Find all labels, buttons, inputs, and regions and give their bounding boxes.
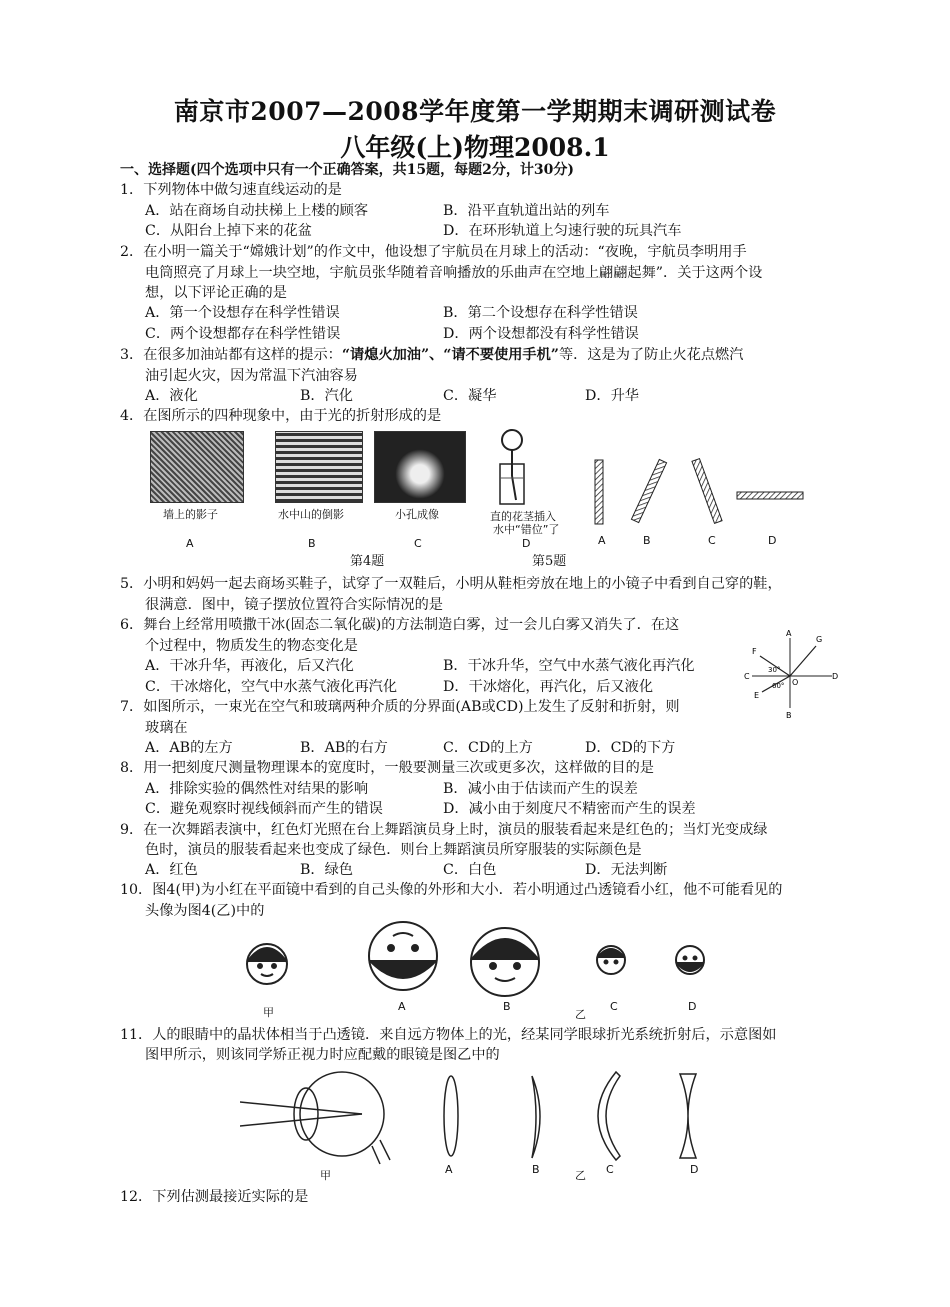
head-d (676, 946, 704, 974)
q2-line3: 想，以下评论正确的是 (145, 285, 287, 301)
head-b (471, 928, 539, 996)
q2-option-a: A．第一个设想存在科学性错误 (145, 305, 340, 321)
q4-stem: 4．在图所示的四种现象中，由于光的折射形成的是 (120, 408, 442, 424)
q9-option-d: D．无法判断 (585, 862, 668, 878)
q4-caption-c: 小孔成像 (395, 508, 439, 521)
q11-label-jia: 甲 (320, 1169, 331, 1182)
q9-option-a: A．红色 (145, 862, 198, 878)
q11-label-c: C (606, 1163, 614, 1176)
q4-caption-b: 水中山的倒影 (278, 508, 344, 521)
shadow-photo (150, 431, 244, 503)
q10-line1: 10．图4(甲)为小红在平面镜中看到的自己头像的外形和大小．若小明通过凸透镜看小红，他不可能看见的 (120, 882, 783, 898)
q11-label-b: B (532, 1163, 540, 1176)
q7-option-c: C．CD的上方 (443, 740, 533, 756)
q8-option-d: D．减小由于刻度尺不精密而产生的误差 (443, 801, 696, 817)
eye-lens-figure (240, 1066, 720, 1166)
q3-line1-a: 3．在很多加油站都有这样的提示： (120, 347, 342, 363)
lens-a (444, 1076, 458, 1156)
q11-line1: 11．人的眼睛中的晶状体相当于凸透镜．来自远方物体上的光，经某同学眼球折光系统折射后，示意图如 (120, 1027, 777, 1043)
q1-option-a: A．站在商场自动扶梯上上楼的顾客 (145, 203, 369, 219)
q3-line1 (120, 345, 743, 365)
q11-label-d: D (690, 1163, 699, 1176)
q1-option-b: B．沿平直轨道出站的列车 (443, 203, 610, 219)
q2-option-c: C．两个设想都存在科学性错误 (145, 326, 341, 342)
q8-stem: 8．用一把刻度尺测量物理课本的宽度时，一般要测量三次或更多次，这样做的目的是 (120, 760, 654, 776)
q9-option-c: C．白色 (443, 862, 497, 878)
q6-line1: 6．舞台上经常用喷撒干冰(固态二氧化碳)的方法制造白雾，过一会儿白雾又消失了．在这 (120, 617, 680, 633)
q8-option-a: A．排除实验的偶然性对结果的影响 (145, 781, 369, 797)
q10-label-yi: 乙 (575, 1008, 586, 1021)
fig7-label-o: O (792, 678, 799, 687)
q2-option-d: D．两个设想都没有科学性错误 (443, 326, 639, 342)
fig7-label-f: F (752, 647, 757, 656)
q9-line1: 9．在一次舞蹈表演中，红色灯光照在台上舞蹈演员身上时，演员的服装看起来是红色的；当灯光变成绿 (120, 822, 768, 838)
flower-in-water-figure (488, 428, 538, 506)
lens-b (532, 1076, 540, 1158)
q5-line2: 很满意．图中，镜子摆放位置符合实际情况的是 (145, 597, 443, 613)
q10-label-a: A (398, 1000, 406, 1013)
q10-line2: 头像为图4(乙)中的 (145, 903, 265, 919)
q7-option-d: D．CD的下方 (585, 740, 676, 756)
q3-option-d: D．升华 (585, 388, 639, 404)
q2-line2: 电筒照亮了月球上一块空地，宇航员张华随着音响播放的乐曲声在空地上翩翩起舞”．关于这两个设 (145, 265, 763, 281)
q3-line1-emphasis: “请熄火加油”、“请不要使用手机” (341, 347, 559, 363)
q3-line1-c: 等．这是为了防止火花点燃汽 (558, 347, 744, 363)
q6-option-b: B．干冰升华，空气中水蒸气液化再汽化 (443, 658, 695, 674)
q10-label-d: D (688, 1000, 697, 1013)
q1-stem: 1．下列物体中做匀速直线运动的是 (120, 182, 342, 198)
q8-option-c: C．避免观察时视线倾斜而产生的错误 (145, 801, 383, 817)
q6-option-c: C．干冰熔化，空气中水蒸气液化再汽化 (145, 679, 398, 695)
fig5-label: 第5题 (532, 554, 567, 569)
q9-line2: 色时，演员的服装看起来也变成了绿色．则台上舞蹈演员所穿服装的实际颜色是 (145, 842, 642, 858)
refraction-diagram (740, 628, 840, 720)
q9-option-b: B．绿色 (300, 862, 353, 878)
q8-option-b: B．减小由于估读而产生的误差 (443, 781, 638, 797)
reflection-photo (275, 431, 363, 503)
fig5-letter-a: A (598, 534, 606, 547)
eye-diagram (240, 1072, 390, 1164)
fig4-label: 第4题 (350, 554, 385, 569)
head-a (369, 922, 437, 990)
section-heading: 一、选择题(四个选项中只有一个正确答案，共15题，每题2分，计30分) (120, 162, 574, 178)
q4-caption-d2: 水中“错位”了 (493, 523, 560, 536)
fig7-label-d: D (832, 672, 839, 681)
q1-option-c: C．从阳台上掉下来的花盆 (145, 223, 312, 239)
q4-caption-d1: 直的花茎插入 (490, 510, 556, 523)
fig7-angle-30: 30° (768, 666, 781, 674)
q11-line2: 图甲所示，则该同学矫正视力时应配戴的眼镜是图乙中的 (145, 1047, 500, 1063)
exam-subtitle: 八年级(上)物理2008.1 (340, 133, 610, 162)
lens-d (680, 1074, 696, 1158)
q1-option-d: D．在环形轨道上匀速行驶的玩具汽车 (443, 223, 682, 239)
fig7-label-e: E (754, 691, 760, 700)
q10-label-jia: 甲 (263, 1006, 274, 1019)
q4-letter-b: B (308, 537, 316, 550)
q7-option-b: B．AB的右方 (300, 740, 388, 756)
q4-caption-a: 墙上的影子 (163, 508, 218, 521)
q10-label-c: C (610, 1000, 618, 1013)
q11-label-a: A (445, 1163, 453, 1176)
head-c (597, 946, 625, 974)
fig5-letter-b: B (643, 534, 651, 547)
q12-stem: 12．下列估测最接近实际的是 (120, 1189, 309, 1205)
q7-option-a: A．AB的左方 (145, 740, 233, 756)
fig5-letter-c: C (708, 534, 716, 547)
lens-c (598, 1072, 620, 1160)
q3-option-b: B．汽化 (300, 388, 353, 404)
q4-letter-d: D (522, 537, 531, 550)
q7-line1: 7．如图所示，一束光在空气和玻璃两种介质的分界面(AB或CD)上发生了反射和折射，则 (120, 699, 680, 715)
q6-line2: 个过程中，物质发生的物态变化是 (145, 638, 358, 654)
q4-letter-c: C (414, 537, 422, 550)
pinhole-photo (374, 431, 466, 503)
q2-option-b: B．第二个设想存在科学性错误 (443, 305, 638, 321)
q3-option-a: A．液化 (145, 388, 198, 404)
head-images-figure (235, 918, 725, 1018)
q10-label-b: B (503, 1000, 511, 1013)
head-jia (247, 944, 287, 984)
q6-option-a: A．干冰升华，再液化，后又汽化 (145, 658, 354, 674)
q4-letter-a: A (186, 537, 194, 550)
fig7-label-b: B (786, 711, 792, 720)
mirror-figure (585, 450, 815, 530)
fig5-letter-d: D (768, 534, 777, 547)
q5-line1: 5．小明和妈妈一起去商场买鞋子，试穿了一双鞋后，小明从鞋柜旁放在地上的小镜子中看到自己穿的鞋， (120, 576, 782, 592)
fig7-label-a: A (786, 629, 792, 638)
fig7-angle-60: 60° (772, 682, 785, 690)
fig7-label-c: C (744, 672, 750, 681)
q3-option-c: C．凝华 (443, 388, 497, 404)
fig7-label-g: G (816, 635, 823, 644)
q7-line2: 玻璃在 (145, 720, 188, 736)
exam-title: 南京市2007—2008学年度第一学期期末调研测试卷 (173, 97, 777, 126)
q3-line2: 油引起火灾，因为常温下汽油容易 (145, 368, 358, 384)
q6-option-d: D．干冰熔化，再汽化，后又液化 (443, 679, 654, 695)
q2-line1: 2．在小明一篇关于“嫦娥计划”的作文中，他设想了宇航员在月球上的活动：“夜晚，宇航员李明用手 (120, 244, 747, 260)
q11-label-yi: 乙 (575, 1169, 586, 1182)
